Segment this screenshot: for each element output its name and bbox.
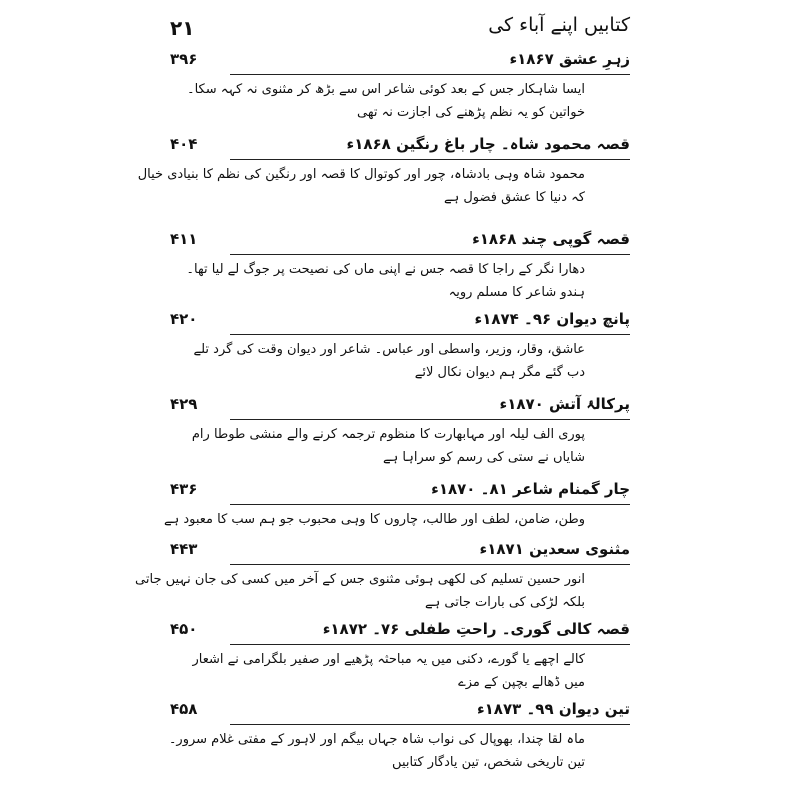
description-line: دھارا نگر کے راجا کا قصہ جس نے اپنی ماں کی نصیحت پر جوگ لے لیا تھا۔ bbox=[186, 262, 585, 277]
table-of-contents bbox=[135, 50, 630, 795]
entry-description bbox=[191, 423, 585, 469]
entry-title: مثنوی سعدین ۱۸۷۱ء bbox=[479, 540, 630, 558]
description-line: بلکہ لڑکی کی بارات جاتی ہے bbox=[425, 595, 585, 610]
entry-title: پرکالۂ آتش ۱۸۷۰ء bbox=[499, 395, 630, 413]
description-line: ایسا شاہکار جس کے بعد کوئی شاعر اس سے بڑھ کر مثنوی نہ کہہ سکا۔ bbox=[186, 82, 585, 97]
description-line: پوری الف لیلہ اور مہابھارت کا منظوم ترجمہ کرنے والے منشی طوطا رام bbox=[191, 427, 585, 442]
description-line: انور حسین تسلیم کی لکھی ہوئی مثنوی جس کے آخر میں کسی کی جان نہیں جاتی bbox=[135, 572, 585, 587]
entry-underline bbox=[230, 159, 630, 160]
entry-underline bbox=[230, 254, 630, 255]
page-number: ۲۱ bbox=[170, 16, 195, 40]
toc-entry bbox=[170, 395, 630, 475]
description-line: تین تاریخی شخص، تین یادگار کتابیں bbox=[392, 755, 585, 770]
description-line: شایاں نے ستی کی رسم کو سراہا ہے bbox=[382, 450, 585, 465]
entry-title: قصہ کالی گوری۔ راحتِ طفلی ۷۶۔ ۱۸۷۲ء bbox=[322, 620, 630, 638]
entry-underline bbox=[230, 644, 630, 645]
entry-page-number: ۴۱۱ bbox=[170, 230, 198, 248]
entry-description bbox=[137, 163, 585, 209]
entry-page-number: ۴۴۳ bbox=[170, 540, 198, 558]
entry-description bbox=[192, 648, 585, 694]
entry-underline bbox=[230, 334, 630, 335]
entry-description bbox=[168, 728, 585, 774]
toc-entry bbox=[170, 700, 630, 780]
description-line: ماہ لقا چندا، بھوپال کی نواب شاہ جہاں بیگم اور لاہور کے مفتی غلام سرور۔ bbox=[168, 732, 585, 747]
entry-page-number: ۴۵۰ bbox=[170, 620, 198, 638]
description-line: ہندو شاعر کا مسلم رویہ bbox=[448, 285, 585, 300]
entry-underline bbox=[230, 419, 630, 420]
entry-underline bbox=[230, 74, 630, 75]
entry-description bbox=[163, 508, 585, 531]
entry-page-number: ۴۵۸ bbox=[170, 700, 198, 718]
entry-title: پانچ دیوان ۹۶۔ ۱۸۷۴ء bbox=[474, 310, 630, 328]
entry-title: قصہ محمود شاہ۔ چار باغ رنگین ۱۸۶۸ء bbox=[346, 135, 630, 153]
toc-entry bbox=[170, 230, 630, 310]
entry-title: قصہ گوپی چند ۱۸۶۸ء bbox=[472, 230, 630, 248]
entry-underline bbox=[230, 724, 630, 725]
entry-title: زہرِ عشق ۱۸۶۷ء bbox=[509, 50, 630, 68]
description-line: عاشق، وقار، وزیر، واسطی اور عباس۔ شاعر اور دیوان وقت کی گرد تلے bbox=[193, 342, 585, 357]
description-line: دب گئے مگر ہم دیوان نکال لائے bbox=[414, 365, 585, 380]
entry-title: تین دیوان ۹۹۔ ۱۸۷۳ء bbox=[476, 700, 630, 718]
entry-page-number: ۴۲۹ bbox=[170, 395, 198, 413]
entry-description bbox=[186, 258, 585, 304]
description-line: کہ دنیا کا عشق فضول ہے bbox=[444, 190, 585, 205]
description-line: میں ڈھالے بچپن کے مزے bbox=[458, 675, 585, 690]
entry-description bbox=[186, 78, 585, 124]
toc-entry bbox=[170, 50, 630, 130]
entry-page-number: ۴۳۶ bbox=[170, 480, 198, 498]
entry-page-number: ۳۹۶ bbox=[170, 50, 198, 68]
entry-page-number: ۴۲۰ bbox=[170, 310, 198, 328]
toc-entry bbox=[170, 310, 630, 390]
description-line: وطن، ضامن، لطف اور طالب، چاروں کا وہی محبوب جو ہم سب کا معبود ہے bbox=[163, 512, 585, 527]
toc-entry bbox=[170, 620, 630, 700]
description-line: کالے اچھے یا گورے، دکنی میں یہ مباحثہ پڑھیے اور صفیر بلگرامی نے اشعار bbox=[192, 652, 585, 667]
toc-entry bbox=[137, 135, 630, 215]
entry-page-number: ۴۰۴ bbox=[170, 135, 198, 153]
running-title: کتابیں اپنے آباء کی bbox=[488, 14, 630, 36]
entry-description bbox=[135, 568, 585, 614]
toc-entry bbox=[135, 540, 630, 620]
entry-underline bbox=[230, 504, 630, 505]
description-line: محمود شاہ وہی بادشاہ، چور اور کوتوال کا قصہ اور رنگین کی نظم کا بنیادی خیال bbox=[137, 167, 585, 182]
entry-title: چار گمنام شاعر ۸۱۔ ۱۸۷۰ء bbox=[431, 480, 630, 498]
description-line: خواتین کو یہ نظم پڑھنے کی اجازت نہ تھی bbox=[357, 105, 585, 120]
entry-description bbox=[193, 338, 585, 384]
page-header bbox=[170, 12, 630, 48]
entry-underline bbox=[230, 564, 630, 565]
